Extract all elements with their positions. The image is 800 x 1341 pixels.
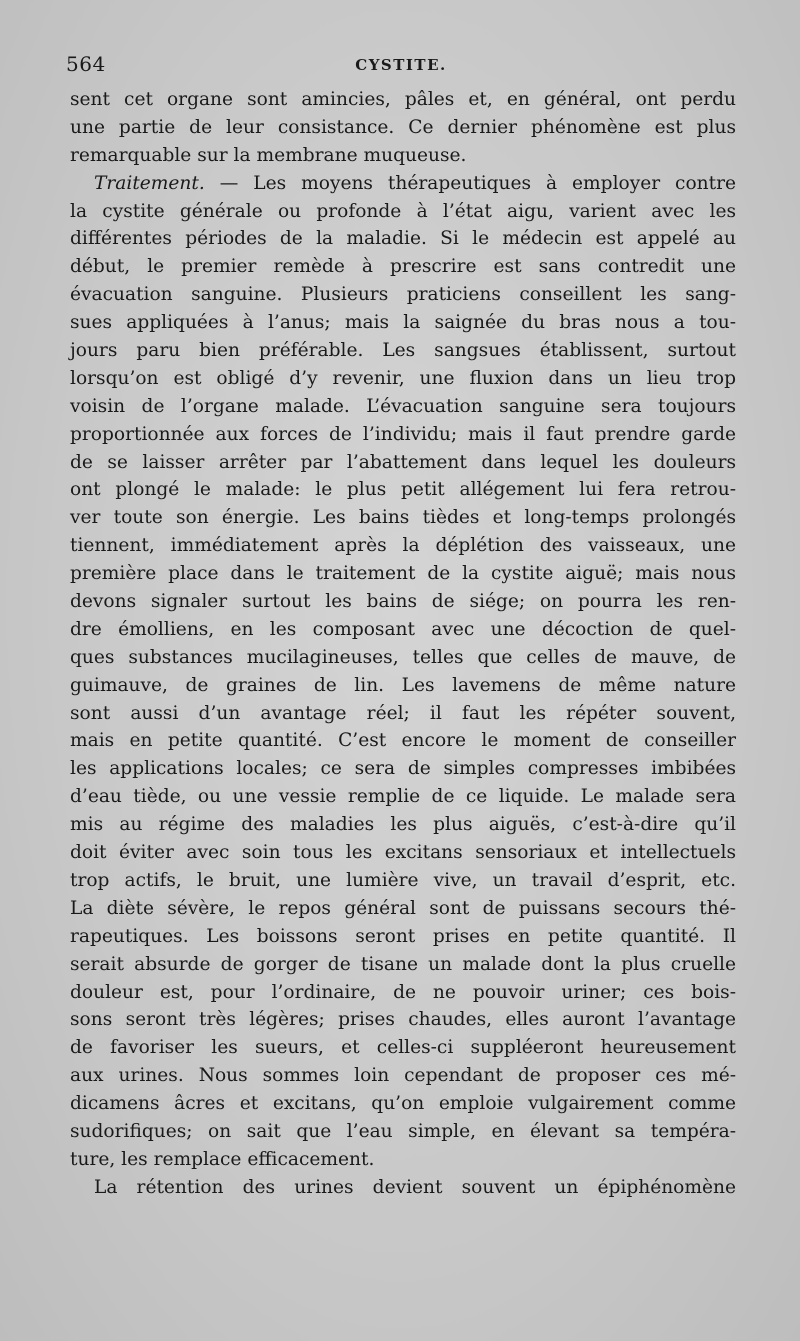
text-line: ques substances mucilagineuses, telles que celles de mauve, de [70, 646, 736, 668]
text-run: — Les moyens thérapeutiques à employer contre [204, 172, 736, 194]
text-line: La rétention des urines devient souvent un épiphénomène [94, 1176, 736, 1198]
section-label-traitement: Traitement. [94, 172, 205, 194]
text-line: ture, les remplace efficacement. [70, 1148, 375, 1170]
text-line: première place dans le traitement de la cystite aiguë; mais nous [70, 563, 736, 585]
text-line: dicamens âcres et excitans, qu’on emploie vulgairement comme [70, 1093, 736, 1115]
text-line: la cystite générale ou profonde à l’état aigu, varient avec les [70, 200, 736, 222]
running-head [66, 52, 736, 82]
paragraph-lead-line [70, 170, 736, 198]
text-line: sons seront très légères; prises chaudes, elles auront l’avantage [70, 1009, 736, 1031]
text-line: d’eau tiède, ou une vessie remplie de ce liquide. Le malade sera [70, 786, 736, 808]
text-line: différentes périodes de la maladie. Si le médecin est appelé au [70, 228, 736, 250]
text-line: jours paru bien préférable. Les sangsues établissent, surtout [70, 340, 736, 362]
text-line: serait absurde de gorger de tisane un malade dont la plus cruelle [70, 953, 736, 975]
text-line: trop actifs, le bruit, une lumière vive, un travail d’esprit, etc. [70, 869, 736, 891]
text-line: mis au régime des maladies les plus aiguës, c’est-à-dire qu’il [70, 814, 736, 836]
text-line: proportionnée aux forces de l’individu; mais il faut prendre garde [70, 423, 736, 445]
page-number: 564 [66, 52, 106, 76]
text-line: aux urines. Nous sommes loin cependant de proposer ces mé- [70, 1065, 736, 1087]
text-line: guimauve, de graines de lin. Les lavemens de même nature [70, 674, 736, 696]
text-line: dre émolliens, en les composant avec une décoction de quel- [70, 618, 736, 640]
text-line: ver toute son énergie. Les bains tièdes et long-temps prolongés [70, 507, 736, 529]
text-line: sues appliquées à l’anus; mais la saignée du bras nous a tou- [70, 312, 736, 334]
text-line: les applications locales; ce sera de simples compresses imbibées [70, 758, 736, 780]
section-title: CYSTITE. [355, 56, 447, 74]
text-line: rapeutiques. Les boissons seront prises en petite quantité. Il [70, 925, 736, 947]
text-line: lorsqu’on est obligé d’y revenir, une fluxion dans un lieu trop [70, 367, 736, 389]
text-line: début, le premier remède à prescrire est sans contredit une [70, 256, 736, 278]
text-line: La diète sévère, le repos général sont de puissans secours thé- [70, 897, 736, 919]
text-line: sudorifiques; on sait que l’eau simple, en élevant sa tempéra- [70, 1120, 736, 1142]
text-line: de favoriser les sueurs, et celles-ci suppléeront heureusement [70, 1037, 736, 1059]
text-line: tiennent, immédiatement après la déplétion des vaisseaux, une [70, 535, 736, 557]
text-line: sont aussi d’un avantage réel; il faut les répéter souvent, [70, 702, 736, 724]
text-line: une partie de leur consistance. Ce dernier phénomène est plus [70, 116, 736, 138]
text-line: de se laisser arrêter par l’abattement dans lequel les douleurs [70, 451, 736, 473]
text-line: doit éviter avec soin tous les excitans sensoriaux et intellectuels [70, 842, 736, 864]
text-line: sent cet organe sont amincies, pâles et, en général, ont perdu [70, 89, 736, 110]
text-line: voisin de l’organe malade. L’évacuation sanguine sera toujours [70, 395, 736, 417]
text-line: mais en petite quantité. C’est encore le moment de conseiller [70, 730, 736, 752]
text-line: évacuation sanguine. Plusieurs praticiens conseillent les sang- [70, 284, 736, 306]
text-line: devons signaler surtout les bains de siége; on pourra les ren- [70, 591, 736, 613]
body-text [70, 86, 736, 1202]
text-line: remarquable sur la membrane muqueuse. [70, 144, 467, 166]
text-line: douleur est, pour l’ordinaire, de ne pouvoir uriner; ces bois- [70, 981, 736, 1003]
text-line: ont plongé le malade: le plus petit allégement lui fera retrou- [70, 479, 736, 501]
